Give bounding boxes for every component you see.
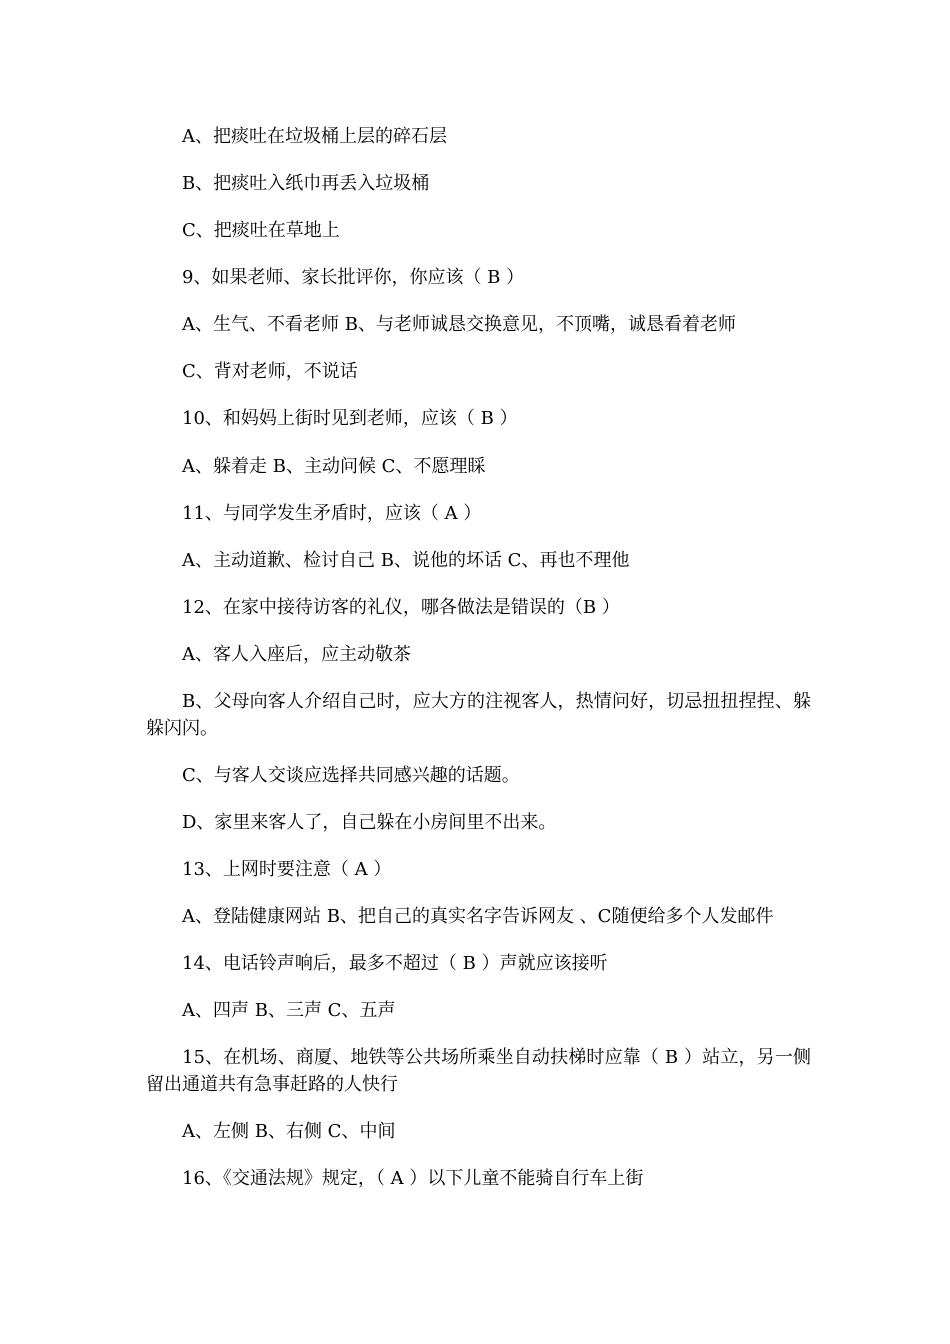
paragraph: 11、与同学发生矛盾时，应该（ A ）: [182, 503, 482, 524]
paragraph: A、生气、不看老师 B、与老师诚恳交换意见，不顶嘴，诚恳看着老师: [182, 314, 736, 335]
paragraph: D、家里来客人了，自己躲在小房间里不出来。: [182, 812, 557, 833]
paragraph: C、背对老师，不说话: [182, 361, 358, 382]
paragraph: A、左侧 B、右侧 C、中间: [182, 1121, 396, 1142]
paragraph: A、登陆健康网站 B、把自己的真实名字告诉网友 、C随便给多个人发邮件: [182, 906, 774, 927]
paragraph: C、与客人交谈应选择共同感兴趣的话题。: [182, 765, 520, 786]
paragraph: A、客人入座后，应主动敬茶: [182, 644, 411, 665]
paragraph: B、把痰吐入纸巾再丢入垃圾桶: [182, 173, 430, 194]
paragraph: B、父母向客人介绍自己时，应大方的注视客人，热情问好，切忌扭扭捏捏、躲躲闪闪。: [146, 691, 811, 739]
paragraph: 12、在家中接待访客的礼仪，哪各做法是错误的（B ）: [182, 597, 620, 618]
paragraph: 16、《交通法规》规定，（ A ）以下儿童不能骑自行车上街: [182, 1168, 644, 1189]
paragraph: 13、上网时要注意（ A ）: [182, 859, 392, 880]
paragraph: A、躲着走 B、主动问候 C、不愿理睬: [182, 456, 486, 477]
paragraph: 15、在机场、商厦、地铁等公共场所乘坐自动扶梯时应靠（ B ）站立，另一侧留出通道共有急事赶路的人快行: [146, 1047, 811, 1095]
paragraph: C、把痰吐在草地上: [182, 220, 340, 241]
paragraph: A、把痰吐在垃圾桶上层的碎石层: [182, 126, 447, 147]
paragraph: A、四声 B、三声 C、五声: [182, 1000, 396, 1021]
paragraph: A、主动道歉、检讨自己 B、说他的坏话 C、再也不理他: [182, 550, 630, 571]
paragraph: 10、和妈妈上街时见到老师，应该（ B ）: [182, 408, 518, 429]
paragraph: 9、如果老师、家长批评你，你应该（ B ）: [182, 267, 525, 288]
paragraph: 14、电话铃声响后，最多不超过（ B ）声就应该接听: [182, 953, 608, 974]
